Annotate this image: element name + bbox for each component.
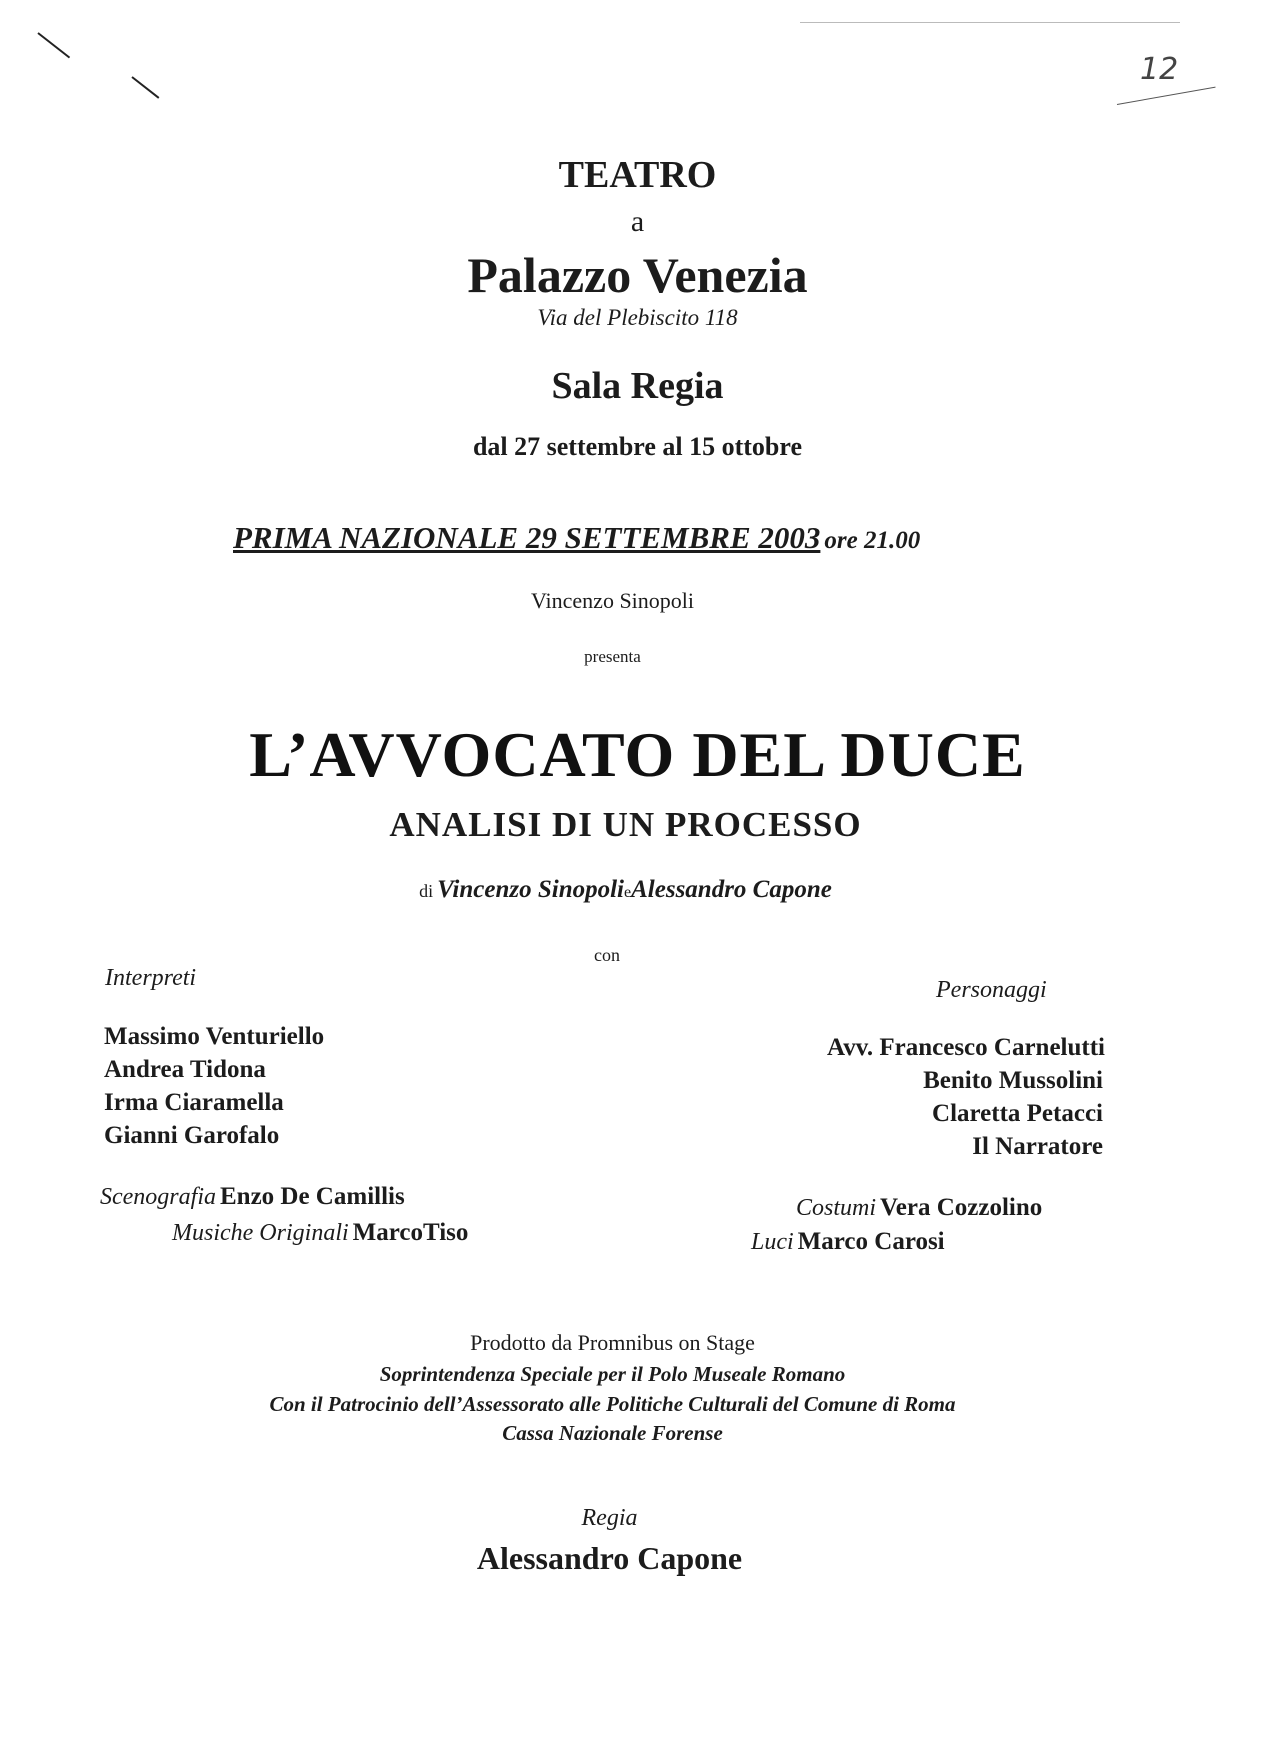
venue-title: Palazzo Venezia (467, 247, 808, 303)
page-number-underline (1117, 87, 1216, 105)
list-item: Andrea Tidona (104, 1056, 266, 1083)
credit-label: Luci (751, 1229, 794, 1255)
page-number: 12 (1140, 52, 1179, 87)
credit-musiche (172, 1219, 468, 1247)
credit-label: Musiche Originali (172, 1220, 349, 1246)
list-item: Irma Ciaramella (104, 1089, 284, 1116)
scan-mark (131, 76, 159, 99)
authors-di: di (419, 881, 434, 901)
regia-label: Regia (581, 1505, 638, 1531)
credit-label: Scenografia (100, 1184, 216, 1210)
personaggi-heading: Personaggi (936, 977, 1047, 1003)
presenter-name: Vincenzo Sinopoli (530, 588, 695, 613)
premiere-time: ore 21.00 (824, 527, 921, 554)
credit-name: Vera Cozzolino (880, 1194, 1043, 1221)
regia-name: Alessandro Capone (476, 1540, 743, 1576)
list-item: Benito Mussolini (923, 1067, 1103, 1094)
personaggi-list (827, 1031, 1105, 1163)
production-cassa: Cassa Nazionale Forense (502, 1421, 723, 1445)
list-item: Claretta Petacci (932, 1100, 1103, 1127)
credit-name: MarcoTiso (352, 1219, 469, 1246)
author-2: Alessandro Capone (631, 876, 832, 903)
authors-e: e (624, 884, 632, 901)
interpreti-list (104, 1020, 324, 1152)
run-dates: dal 27 settembre al 15 ottobre (472, 432, 803, 461)
credit-name: Enzo De Camillis (219, 1183, 405, 1210)
presenta-label: presenta (584, 647, 641, 666)
production-prodotto: Prodotto da Promnibus on Stage (470, 1330, 755, 1355)
credit-costumi (796, 1194, 1042, 1222)
list-item: Il Narratore (972, 1133, 1103, 1160)
scan-mark (37, 32, 70, 58)
list-item: Massimo Venturiello (104, 1023, 325, 1050)
premiere-label: PRIMA NAZIONALE 29 SETTEMBRE 2003 (233, 520, 821, 555)
header-teatro: TEATRO (558, 154, 717, 196)
premiere-line (233, 520, 920, 556)
hall-name: Sala Regia (551, 365, 724, 407)
play-subtitle: ANALISI DI UN PROCESSO (389, 805, 862, 844)
con-label: con (594, 945, 620, 965)
interpreti-heading: Interpreti (105, 965, 197, 991)
credit-label: Costumi (796, 1195, 877, 1221)
scan-edge-line (800, 22, 1180, 23)
list-item: Avv. Francesco Carnelutti (827, 1034, 1105, 1061)
production-patrocinio: Con il Patrocinio dell’Assessorato alle Politiche Culturali del Comune di Roma (269, 1392, 956, 1416)
credit-luci (751, 1228, 945, 1256)
credit-scenografia (100, 1183, 405, 1211)
header-a: a (630, 205, 645, 238)
play-title: L’AVVOCATO DEL DUCE (249, 719, 1026, 790)
authors-line (0, 876, 1263, 904)
venue-address: Via del Plebiscito 118 (537, 305, 738, 330)
credit-name: Marco Carosi (797, 1228, 945, 1255)
list-item: Gianni Garofalo (104, 1122, 280, 1149)
production-soprintendenza: Soprintendenza Speciale per il Polo Museale Romano (379, 1362, 846, 1386)
author-1: Vincenzo Sinopoli (437, 876, 625, 903)
